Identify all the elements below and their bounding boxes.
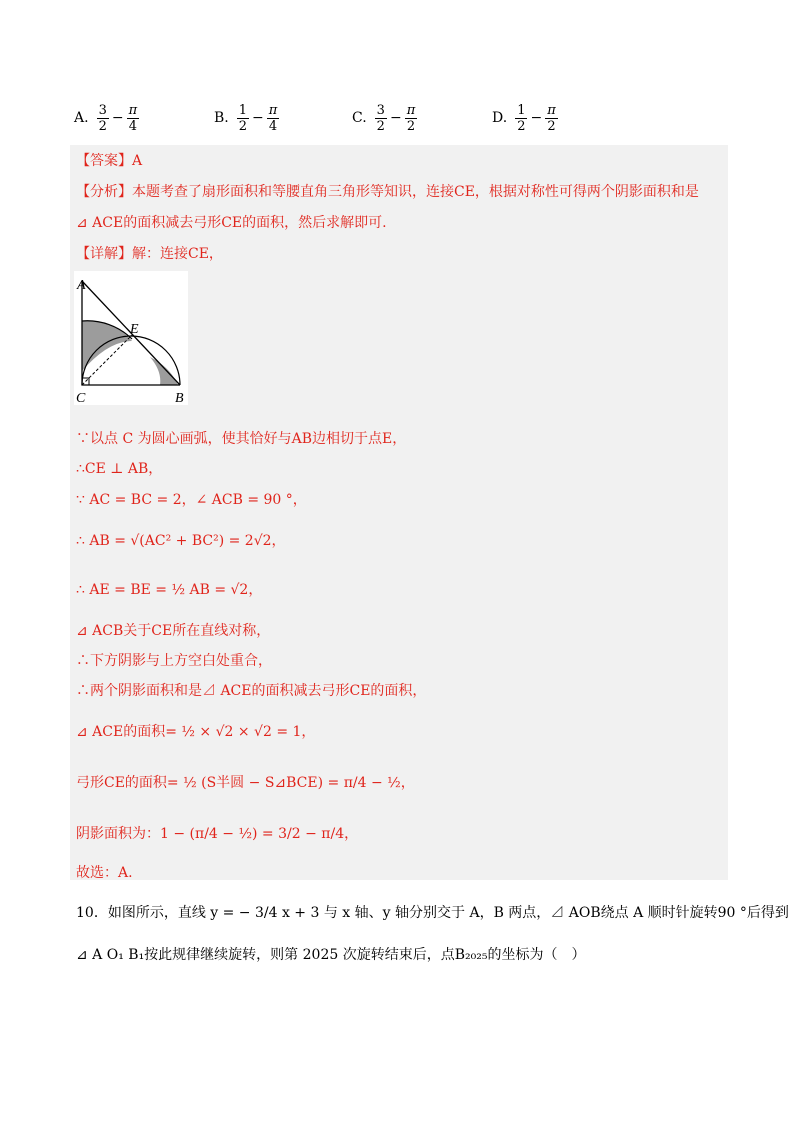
triangle-diagram <box>74 271 188 405</box>
step-5: ∴ AE = BE = ½ AB = √2， <box>76 582 263 598</box>
pi-fraction: $\frac{\pi}{4}$ <box>268 102 278 134</box>
step-12: 故选：A. <box>76 865 133 881</box>
option-b[interactable]: B. $\frac{1}{2}$ − $\frac{\pi}{4}$ <box>214 102 278 134</box>
fraction: $\frac{1}{2}$ <box>517 102 526 134</box>
step-7: ∴下方阴影与上方空白处重合， <box>76 653 272 669</box>
question-10-line-2: ⊿ A O₁ B₁按此规律继续旋转，则第 2025 次旋转结束后，点B₂₀₂₅的坐标为（ ） <box>76 947 586 963</box>
step-10: 弓形CE的面积= ½ (S半圆 − S⊿BCE) = π/4 − ½， <box>76 775 415 791</box>
label-b: B <box>175 391 184 405</box>
label-a: A <box>77 278 86 293</box>
fraction: $\frac{3}{2}$ <box>376 102 385 134</box>
option-letter: B. <box>214 110 229 126</box>
fraction: $\frac{1}{2}$ <box>238 102 248 134</box>
option-letter: C. <box>352 110 367 126</box>
label-e: E <box>130 322 139 337</box>
step-8: ∴两个阴影面积和是⊿ ACE的面积减去弓形CE的面积， <box>76 683 427 699</box>
option-letter: A. <box>74 110 89 126</box>
label-c: C <box>76 391 86 405</box>
pi-fraction: $\frac{\pi}{2}$ <box>547 102 556 134</box>
step-2: ∴CE ⊥ AB， <box>76 461 163 477</box>
detail-label: 【详解】解：连接CE， <box>76 246 223 262</box>
step-4: ∴ AB = √(AC² + BC²) = 2√2， <box>76 533 286 549</box>
pi-fraction: $\frac{\pi}{2}$ <box>406 102 416 134</box>
analysis-line-1: 【分析】本题考查了扇形面积和等腰直角三角形等知识，连接CE，根据对称性可得两个阴影面积和是 <box>76 184 699 200</box>
step-1: ∵以点 C 为圆心画弧，使其恰好与AB边相切于点E， <box>76 431 407 447</box>
option-letter: D. <box>492 110 508 126</box>
step-3: ∵ AC = BC = 2，∠ ACB = 90 °， <box>76 492 307 508</box>
analysis-line-2: ⊿ ACE的面积减去弓形CE的面积，然后求解即可. <box>76 215 387 231</box>
pi-fraction: $\frac{\pi}{4}$ <box>128 102 138 134</box>
option-c[interactable]: C. $\frac{3}{2}$ − $\frac{\pi}{2}$ <box>352 102 416 134</box>
step-11: 阴影面积为：1 − (π/4 − ½) = 3/2 − π/4， <box>76 826 359 842</box>
answer-label: 【答案】A <box>76 153 143 169</box>
answer-options <box>74 96 734 140</box>
fraction: $\frac{3}{2}$ <box>98 102 107 134</box>
step-6: ⊿ ACB关于CE所在直线对称， <box>76 623 271 639</box>
question-10-line-1: 10．如图所示，直线 y = − 3/4 x + 3 与 x 轴、y 轴分别交于 A，B 两点，⊿ AOB绕点 A 顺时针旋转90 °后得到 <box>76 905 789 921</box>
step-9: ⊿ ACE的面积= ½ × √2 × √2 = 1， <box>76 724 316 740</box>
option-d[interactable]: D. $\frac{1}{2}$ − $\frac{\pi}{2}$ <box>492 102 556 134</box>
option-a[interactable]: A. $\frac{3}{2}$ − $\frac{\pi}{4}$ <box>74 102 138 134</box>
geometry-figure <box>74 271 188 405</box>
upper-shaded-region <box>82 321 132 371</box>
